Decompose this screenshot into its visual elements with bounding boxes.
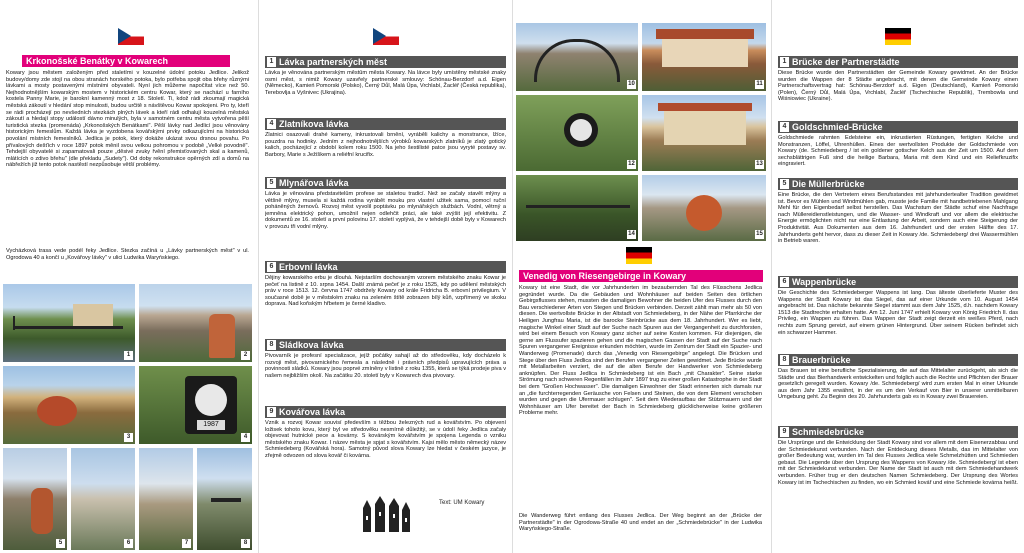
photo-number-badge: 11 bbox=[756, 81, 763, 87]
czech-flag-icon bbox=[118, 28, 144, 45]
section-header bbox=[778, 276, 1018, 288]
intro-text: Kowary jsou městem založeným před staletími v kouzelné údolní potoku Jedlice. Jelikož budovy/domy zde stojí na obou stranách horského potoka, bylo potřeba spojit oba břehy různými lávkami a mosty postavenými místními obyvateli. Nyní jich můžeme napočítat více než 50. Nejhodnotnějším kowarským mostem v historickém centru Kowar, který se nachází u farního kostela Panny Marie, je barokní kamenný most z 18. Století. Ti, kdož rádi zkoumají magická městská zákoutí v hledání stop minulosti, budou určitě s návštěvou Kowar spokojeni. Pro ty, kteří se rádi procházejí po nevšedních stezkách plných lávek a kteří rádi odhalují kouzelná městská zákoutí a hledají stopy událostí dávno minulých, byla v samotném centru města vytvořena pěší turistická stezka (promenáda) „Krkonošských Benátkami". Pěší lávky nad Jedlicí jsou věnovány historickým řemeslům. Každá lávka je vyzdobena kovářskými prvky odkazujícími na historická povolání místních řemeslníků. Jedlica je potok, který dokáže ukázat svou drsnou povahu. Po přívalových dešťích v roce 1897 potok měnil svou velkou pohromou v podobě „Velké povodně". Tehdejší obyvatelé si zapamatovali pouze „děsivé zvuky řvění přemisťovaných skal a kamenů, mlátících o zdivo břehu" (dle překladu „Sudety"). Od doby rekonstrukce opěrných zdí a domů na nábřežích již tento potok nastěstí nezpůsobuje větší problémy. bbox=[6, 70, 249, 169]
section-title: Brücke der Partnerstädte bbox=[792, 57, 900, 67]
section-title: Lávka partnerských měst bbox=[279, 57, 388, 67]
section-number: 4 bbox=[267, 119, 276, 129]
bridge-photo-1 bbox=[2, 283, 136, 363]
section-text: Goldschmiede rahmten Edelsteine ein, inkrustierten Rüstungen, fertigten Kelche und Monstranzen, Löffel, Uhrenhüllen. Eines der wertvollsten Produkte der Goldschmiede von Kowary (de. Schmiedeberg / ist ein goldener gotischer Kelch aus der Zeit um 1500. Auf dem sechsblättrigen Fuß sind die heilige Barbara, Maria mit dem Kind und ein Reliefkruzifix eingraviert. bbox=[778, 135, 1018, 168]
town-logo-icon bbox=[359, 494, 413, 534]
panel-czech-bridges bbox=[258, 0, 512, 553]
photo-number-badge: 14 bbox=[628, 231, 635, 237]
bridge-photo-11 bbox=[641, 22, 767, 92]
section-number: 5 bbox=[780, 179, 789, 189]
section-number: 8 bbox=[267, 340, 276, 350]
section-header bbox=[778, 56, 1018, 68]
section-title: Mlynářova lávka bbox=[279, 178, 349, 188]
panel-german-bridges bbox=[771, 0, 1024, 553]
german-flag-icon bbox=[626, 247, 652, 264]
bridge-photo-5 bbox=[2, 447, 68, 551]
section-number: 9 bbox=[267, 407, 276, 417]
czech-flag-icon bbox=[373, 28, 399, 45]
section-header bbox=[265, 406, 506, 418]
section-number: 8 bbox=[780, 355, 789, 365]
section-title: Sládkova lávka bbox=[279, 340, 344, 350]
section-text: Lávka je věnována partnerským městům města Kowary. Na lávce byly umístěny městské znaky osmi měst, s nimiž Kowary uzavřely partnerské smlouvy: Schönau-Berzdorf a.d. Eigen (Německo), Kamień Pomorski (Polsko), Černý Důl, Malá Úpa, Vrchlabí, Žacléř (Česká republika), Terebovlja a Vyšnivec (Ukrajina). bbox=[265, 70, 506, 96]
section-title: Brauerbrücke bbox=[792, 355, 851, 365]
bridge-photo-6 bbox=[70, 447, 136, 551]
section-title: Schmiedebrücke bbox=[792, 427, 865, 437]
section-title: Erbovní lávka bbox=[279, 262, 338, 272]
photo-number-badge: 12 bbox=[628, 161, 635, 167]
bridge-photo-14 bbox=[515, 174, 639, 242]
section-header bbox=[265, 261, 506, 273]
photo-number-badge: 8 bbox=[241, 539, 250, 548]
panel-german-intro bbox=[512, 0, 768, 553]
photo-number-badge: 5 bbox=[56, 539, 65, 548]
bridge-photo-7 bbox=[138, 447, 194, 551]
photo-number-badge: 13 bbox=[756, 161, 763, 167]
section-text: Zlatnici osazovali drahé kameny, inkrustovali brnění, vyráběli kalichy a monstrance, lžíce, pouzdra na hodinky. Jedním z nejhodnotnějších výrobků kowarských zlatníků je zlatý gotický kalich, pocházející z období kolem roku 1500. Na jeho šestilisté patce jsou vyryté postavy sv. Barbory, Marie s Ježíškem a reliéfní krucifix. bbox=[265, 132, 506, 158]
section-header bbox=[265, 118, 506, 130]
section-header bbox=[265, 56, 506, 68]
section-number: 9 bbox=[780, 427, 789, 437]
section-text: Lávka je věnována představitelům profese se staletou tradicí. Než se začaly stavět mlýny a většně mlýny, musela si každá rodina vyrábět mouku pro vlastní užitek sama, pomocí ruční poháněných žernovů. Rozvoj měst vyvolil poptávku po mlynářských službách. Vodní, větrný a jemněna elektrický pohon, umožnil nejen odlehčit práci, ale také zvýšit její efektivitu. Z dokumentů ze 16. století a první polovinu 17. století vyplývá, že v tehdejší době byly v Kowarech v provozu tři vodní mlýny. bbox=[265, 191, 506, 230]
bridge-photo-2 bbox=[138, 283, 253, 363]
section-number: 4 bbox=[780, 122, 789, 132]
section-header bbox=[778, 121, 1018, 133]
photo-number-badge: 3 bbox=[124, 433, 133, 442]
text-credit: Text: UM Kowary bbox=[439, 500, 485, 506]
section-number: 6 bbox=[267, 262, 276, 272]
section-number: 1 bbox=[267, 57, 276, 67]
section-title: Wappenbrücke bbox=[792, 277, 857, 287]
section-text: Dějiny kowarského erbu je dlouhá. Nejstarším dochovaným vzorem městského znaku Kowar je pečeť na listině z 10. srpna 1454. Další známá pečeť je z roku 1525, kdy po udělení městských práv v roce 1513. 12. června 1747 obdržely Kowary od krále Fridricha B. erbovní privilegium. V současné době je v městském znaku na zeleném štítě zobrazen bílý kůň, vzpřímený ve skoku doprava. Nad koňským hřbetem je černé kladivo. bbox=[265, 275, 506, 308]
bridge-photo-3 bbox=[2, 365, 136, 445]
route-text: Vycházková trasa vede podél řeky Jedlice. Stezka začíná u „Lávky partnerských měst" v ul. Ogrodowa 40 a končí u „Kovářovy lávky" v ulici Ludwika Waryńskiego. bbox=[6, 248, 249, 261]
photo-number-badge: 2 bbox=[241, 351, 250, 360]
section-header bbox=[778, 178, 1018, 190]
photo-number-badge: 7 bbox=[182, 539, 191, 548]
sign-plate-text: 1987 bbox=[197, 420, 225, 430]
bridge-photo-13 bbox=[641, 94, 767, 172]
bridge-photo-15 bbox=[641, 174, 767, 242]
section-title: Kovářova lávka bbox=[279, 407, 346, 417]
route-text-de: Die Wanderweg führt entlang des Flusses Jedlica. Der Weg beginnt an der „Brücke der Partnerstädte" in der Ogrodowa-Straße 40 und endet an der „Schmiedebrücke" in der Ludwika Waryńskiego-Straße. bbox=[519, 513, 762, 533]
german-flag-icon bbox=[885, 28, 911, 45]
section-header bbox=[265, 177, 506, 189]
intro-text-de: Kowary ist eine Stadt, die vor Jahrhunderten im bezaubernden Tal des Flüsschens Jedlica gegründet wurde. Da die Gebäuden und Wohnhäuser auf beiden Seiten des örtlichen Gebirgsflusses stehen, mussten die damaligen Bewohner die beiden Ufer des Flusses durch den Bau verschiedener Arten von Stegen und Brücken verbinden. Derzeit zählt man mehr als 50 von diesen. Die wertvollste Brücke in der Altstadt von Schmiedeberg, in der Nähe der Pfarrkirche der Heiligen Jungfrau Maria, ist die barocke Steinbrücke aus dem 18. Jahrhundert. Wer es liebt, magische Winkel einer Stadt auf der Suche nach Spuren aus der Vergangenheit zu durchforsten, wird bei einem Besuch von Kowary ganz sicher auf seine Kosten kommen. Für diejenigen, die gerne am Flussufer spazieren gehen und die magischen Gassen der Stadt auf der Suche nach Spuren vergangener Ereignisse erkunden möchten, wurde im Zentrum der Stadt ein Spazier- und Wanderweg (Promenade) durch das „Venedig von Riesengebirge" angelegt. Die Brücken und Stege über den Fluss Jedlica sind den Berufen vergangener Zeiten gewidmet. Jede Brücke wurde mit Metallarbeiten verziert, die auf die alten Berufe der Handwerker von Schmiedeberg anknüpfen. Der Fluss Jedlica in Schmiedeberg ist ein Bach „mit Charakter". Seine starke Strömung nach schweren Regenfällen im Jahr 1897 trug zu einer großen Katastrophe in der Stadt bei dem "Großen Hochwasser". Die damaligen Einwohner der Stadt erinnerten sich damals nur an „die furchterregenden Geräusche von Felsen und Steinen, die von dem Element verschoben wurden und gegen die Ufermauer schlugen". Seit dem Wiederaufbau der Stützmauern und der Wohnhäuser am Ufer bereitet der Bach in Schmiedeberg glücklicherweise keine größeren Probleme mehr. bbox=[519, 285, 762, 417]
bridge-photo-8 bbox=[196, 447, 253, 551]
section-number: 6 bbox=[780, 277, 789, 287]
section-number: 1 bbox=[780, 57, 789, 67]
section-text: Die Ursprünge und die Entwicklung der Stadt Kowary sind vor allem mit dem Eisenerzabbau und der Schmiedekunst verbunden. Nach der Entdeckung dieses Metalls, das im Mittelalter von großer Bedeutung war, wurden im Tal des Flusses Jedlica viele Schmelzhütten und Schmieden gebaut. Die Legende über den Ursprung des Wappens von Kowary /de. Schmiedeberg/ ist eben mit der Schmiedekunst verbunden. Der Name der Stadt ist auch mit dem Schmiedehandwerk verbunden. Früher trug er den deutschen Namen Schmiedeberg. Der Ursprung des Wortes Kowary ist im Tschechischen zu finden, wo ein Schmied kovář und eine Schmiede kovárna heißt. bbox=[778, 440, 1018, 486]
section-text: Pivovarník je profesní specializace, jejíž počátky sahají až do středověku, kdy docházelo k rozvoji měst, pivovarnického řemesla a následně i právních předpisů upravujících práva a povinnosti sládků. Kowary jsou poprvé zmíněny v listině z roku 1355, která se týká prodeje piva v našem nejbližším okolí. Na začátku 20. století byly v Kowarech dva pivovary. bbox=[265, 353, 506, 379]
bridge-photo-4 bbox=[138, 365, 253, 445]
section-header bbox=[778, 426, 1018, 438]
section-title: Die Müllerbrücke bbox=[792, 179, 865, 189]
page-title-de: Venedig von Riesengebirge in Kowary bbox=[519, 270, 763, 282]
section-number: 5 bbox=[267, 178, 276, 188]
section-text: Das Brauen ist eine berufliche Spezialisierung, die auf das Mittelalter zurückgeht, als sich die Städte und das Bierhandwerk entwickelten und folglich auch die Rechte und Pflichten der Brauer gesetzlich geregelt wurden. Kowary /de. Schmiedeberg/ wird zum ersten Mal in einer Urkunde aus dem Jahr 1355 erwähnt, in der es um den Verkauf von Bier in unserer unmittelbaren Umgebung geht. Zu Beginn des 20. Jahrhunderts gab es in Kowary zwei Brauereien. bbox=[778, 368, 1018, 401]
section-title: Zlatníkova lávka bbox=[279, 119, 349, 129]
photo-number-badge: 4 bbox=[241, 433, 250, 442]
section-text: Die Geschichte des Schmiedeberger Wappens ist lang. Das älteste überlieferte Muster des Wappens der Stadt Kowary ist das Siegel, das auf einer Urkunde vom 10. August 1454 angebracht ist. Das nächste bekannte Siegel stammt aus dem Jahr 1525, d.h. nachdem Kowary 1513 die Stadtrechte erhalten hatte. Am 12. Juni 1747 erhielt Kowary von König Friedrich II. das Privileg, ein Wappen zu führen. Das Wappen der Stadt zeigt derzeit ein weißes Pferd, nach rechts zum Sprung gereizt, auf einem grünen Hintergrund. Über seinem Rücken befindet sich ein schwarzer Hammer. bbox=[778, 290, 1018, 336]
bridge-photo-12 bbox=[515, 94, 639, 172]
photo-number-badge: 6 bbox=[124, 539, 133, 548]
section-title: Goldschmied-Brücke bbox=[792, 122, 883, 132]
page-title: Krkonošské Benátky v Kowarech bbox=[22, 55, 230, 67]
photo-number-badge: 10 bbox=[628, 81, 635, 87]
photo-number-badge: 1 bbox=[124, 351, 133, 360]
photo-number-badge: 15 bbox=[756, 231, 763, 237]
section-text: Vznik a rozvoj Kowar souvisí především s těžbou železných rud a kovářstvím. Po objevení ložisek tohoto kovu, který byl ve středověku nesmírně důležitý, se v údolí řeky Jedlica začaly objevovat hutnické pece a kovárny. S kovárským kovářstvím je spojena Legenda o vzniku městského znaku Kowar. I název města je spjat s kovářstvím. Kajsi mělo město německý název Schmiedeberg (Kovářská hora). Samotný původ slova Kowary lze hledat v českém jazyce, je zřejmě odvozen od slova kovář či kovárna. bbox=[265, 420, 506, 459]
section-text: Eine Brücke, die den Vertretern eines Berufsstandes mit jahrhundertealter Tradition gewidmet ist. Bevor es Mühlen und Windmühlen gab, musste jede Familie mit handbetriebenen Mahlgang Mehl für den Eigenbedarf selbst herstellen. Das Wachstum der Städte schuf eine Nachfrage nach Müllereidienstleistungen, und die Wasser- und Windkraft und vor allem die elektrische Energie ermöglichten nicht nur eine Entlastung der Arbeit, sondern auch eine Steigerung der Produktivität. Aus Dokumenten aus dem 16. Jahrhundert und der ersten Hälfte des 17. Jahrhunderts geht hervor, dass zu dieser Zeit in Kowary /de. Schmiedeberg/ drei Wassermühlen in Betrieb waren. bbox=[778, 192, 1018, 245]
section-text: Diese Brücke wurde den Partnerstädten der Gemeinde Kowary gewidmet. An der Brücke wurden die Wappen der 8 Städte angebracht, mit denen die Gemeinde Kowary einen Partnerschaftsvertrag hat: Schönau-Berzdorf a.d. Eigen (Deutschland), Kamień Pomorski (Polen), Černý Důl, Malá Úpa, Vrchlabí, Žacléř (Tschechische Republik), Trembowla und Wiśniowiec (Ukraine). bbox=[778, 70, 1018, 103]
section-header bbox=[265, 339, 506, 351]
section-header bbox=[778, 354, 1018, 366]
panel-czech-intro bbox=[0, 0, 255, 553]
bridge-photo-10 bbox=[515, 22, 639, 92]
